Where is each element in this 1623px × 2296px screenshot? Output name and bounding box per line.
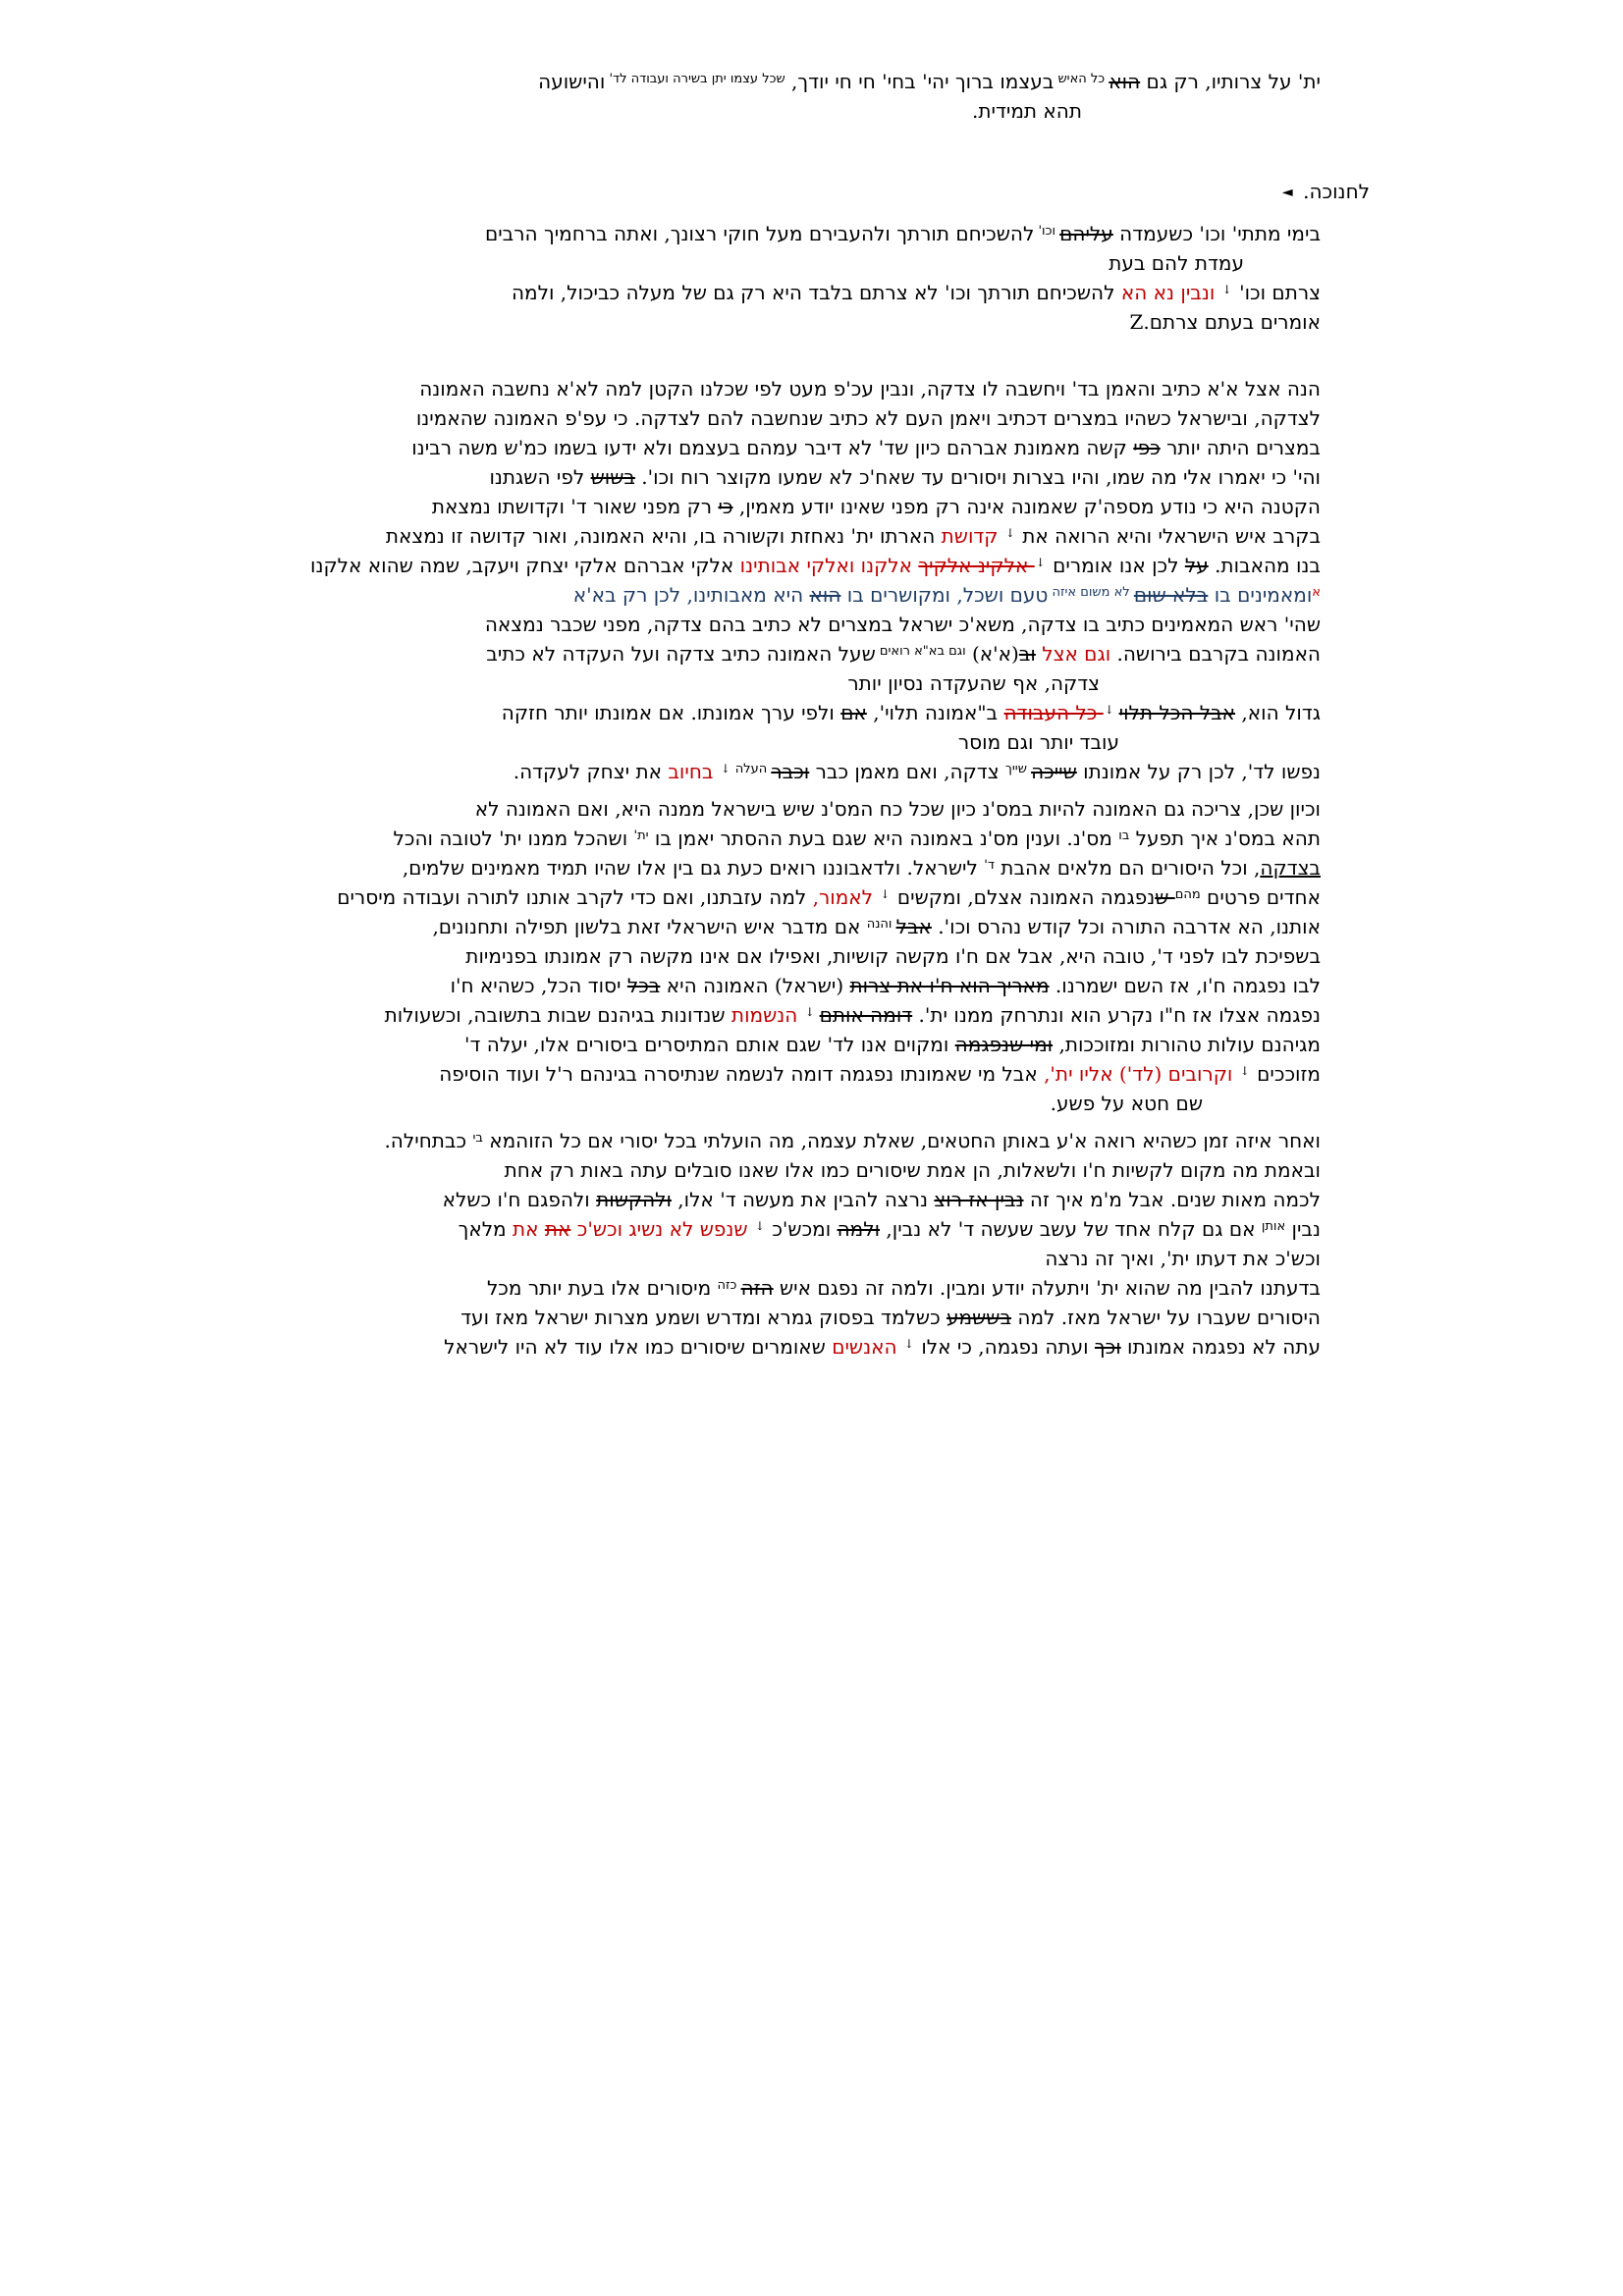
text-run: את יצחק לעקדה. xyxy=(513,760,669,783)
text-line xyxy=(282,521,1321,551)
deleted-text: דומה אותם xyxy=(819,1003,913,1027)
section-marker-icon: ◄ xyxy=(1281,185,1298,200)
text-run: ושהכל ממנו ית' לטובה והכל xyxy=(393,827,634,850)
annotation-deleted-text: הוא xyxy=(809,583,841,607)
text-line xyxy=(282,67,1321,96)
deleted-text: הזה xyxy=(740,1276,774,1300)
text-run: היסורים שעברו על ישראל מאז. למה xyxy=(1011,1306,1321,1329)
deleted-text: ומי שנפגמה xyxy=(954,1033,1054,1056)
text-run: והי' כי יאמרו אלי מה שמו, והיו בצרות ויסורים עד שאח'כ לא שמעו מקוצר רוח וכו'. xyxy=(634,465,1321,489)
inserted-text: הנשמות xyxy=(730,1003,804,1027)
deleted-text: מאריך הוא ח'ו את צרות xyxy=(849,974,1050,997)
deleted-inserted-text: כל העבודה xyxy=(1003,701,1104,724)
text-run: בשפיכת לבו לפני ד', טובה היא, אבל אם ח'ו מקשה קושיות, ואפילו אם אינו מקשה רק אמונתו בפנימיות xyxy=(465,944,1321,968)
deleted-text: שייכה xyxy=(1031,760,1077,783)
text-line xyxy=(282,668,1100,698)
text-run: הקטנה היא כי נודע מספה'ק שאמונה אינה רק מפני שאינו יודע מאמין, xyxy=(732,495,1321,518)
section-heading xyxy=(282,177,1370,209)
text-line xyxy=(282,278,1321,307)
text-run: , וכל היסורים הם מלאים אהבת xyxy=(994,856,1261,880)
inserted-text: אלקנו ואלקי אבותינו xyxy=(739,554,919,577)
text-run: בעצמו ברוך יהי' בחי' חי חי יודך, xyxy=(784,70,1055,93)
text-run: ומכש'כ xyxy=(765,1217,838,1241)
text-run: צדקה, ואם מאמן כבר xyxy=(809,760,1005,783)
text-run: לכמה מאות שנים. אבל מ'מ איך זה xyxy=(1023,1188,1321,1211)
insertion-arrow-icon: ↓ xyxy=(754,1219,765,1233)
superscript-correction: ית' xyxy=(633,828,649,844)
deleted-text: ש xyxy=(1155,885,1175,909)
insertion-arrow-icon: ↓ xyxy=(1004,526,1015,540)
text-run: מס'נ. וענין מס'נ באמונה היא שגם בעת ההסתר יאמן בו xyxy=(648,827,1119,850)
text-run: מלאך xyxy=(458,1217,513,1241)
text-run: נרצה להבין את מעשה ד' אלו, xyxy=(671,1188,935,1211)
text-line xyxy=(282,374,1321,403)
text-line xyxy=(282,1059,1321,1089)
superscript-correction: וכו' xyxy=(1034,224,1060,240)
text-run: נפגמה אצלו אז ח"ו נקרע הוא ונתרחק ממנו ית'. xyxy=(912,1003,1321,1027)
paragraph xyxy=(282,794,1321,1118)
text-run: לכן אנו אומרים xyxy=(1046,554,1185,577)
insertion-arrow-icon: ↓ xyxy=(903,1337,914,1351)
deleted-text: כפי xyxy=(1133,436,1161,459)
text-run: תהא במס'נ איך תפעל xyxy=(1129,827,1321,850)
text-run: כשלמד בפסוק גמרא ומדרש ושמע מצרות ישראל מאז ועד xyxy=(460,1306,947,1329)
text-line xyxy=(282,639,1321,668)
text-line xyxy=(282,551,1321,580)
text-run: כבתחילה. xyxy=(384,1129,473,1152)
text-run: ולפי ערך אמונתו. אם אמונתו יותר חזקה xyxy=(501,701,841,724)
text-run: האמונה בקרבם בירושה. xyxy=(1110,642,1321,666)
text-run: אומרים בעתם צרתם.Z xyxy=(1129,310,1321,334)
text-run: צדקה, אף שהעקדה נסיון יותר xyxy=(847,671,1100,695)
text-line xyxy=(282,307,1321,337)
inserted-text: בחיוב xyxy=(668,760,720,783)
text-run: וכיון שכן, צריכה גם האמונה להיות במס'נ כיון שכל כח המס'נ שיש בישראל ממנה היא, ואם האמונה לא xyxy=(474,797,1321,821)
text-line xyxy=(282,1214,1321,1244)
text-line xyxy=(282,757,1321,786)
text-run: אותנו, הא אדרבה התורה וכל קודש נהרס וכו'. xyxy=(931,915,1321,938)
text-line xyxy=(282,610,1321,639)
deleted-text: וכך xyxy=(1094,1335,1121,1359)
text-run: אם גם קלח אחד של עשב שעשה ד' לא נבין, xyxy=(880,1217,1262,1241)
text-run: בנו מהאבות. xyxy=(1208,554,1321,577)
annotation-text: היא מאבותינו, לכן רק בא'א xyxy=(572,583,810,607)
annotation-text: ומאמינים בו xyxy=(1208,583,1313,607)
paragraph xyxy=(282,374,1321,786)
text-line xyxy=(282,1155,1321,1185)
deleted-text: וכבר xyxy=(771,760,810,783)
text-run: אם מדבר איש הישראלי זאת בלשון תפילה ותחנונים, xyxy=(432,915,867,938)
text-run: (ישראל) האמונה היא xyxy=(660,974,850,997)
text-line xyxy=(282,580,1321,610)
deleted-text: כי xyxy=(718,495,733,518)
annotation-text: טעם ושכל, ומקושרים בו xyxy=(840,583,1049,607)
text-run: לחנוכה. xyxy=(1303,180,1370,203)
text-run: נפשו לד', לכן רק על אמונתו xyxy=(1076,760,1321,783)
text-line xyxy=(282,433,1321,462)
deleted-text: אם xyxy=(840,701,867,724)
text-run: נפגמה האמונה אצלם, ומקשים xyxy=(891,885,1156,909)
deleted-inserted-text: את xyxy=(544,1217,571,1241)
deleted-text: ולמה xyxy=(837,1217,881,1241)
insertion-arrow-icon: ↓ xyxy=(880,887,891,901)
text-run: למה עזבתנו, ואם כדי לקרב אותנו לתורה ועבודה מיסרים xyxy=(337,885,813,909)
superscript-correction: שייך xyxy=(1004,762,1032,777)
deleted-text: בששמע xyxy=(947,1306,1012,1329)
text-run: גדול הוא, xyxy=(1235,701,1321,724)
deleted-text: עליהם xyxy=(1059,222,1113,245)
superscript-correction: כזה xyxy=(717,1278,741,1294)
text-run: נבין xyxy=(1285,1217,1321,1241)
text-run: אלקי אברהם אלקי יצחק ויעקב, שמה שהוא אלקנו xyxy=(310,554,740,577)
text-line xyxy=(282,219,1321,248)
inserted-text: את xyxy=(513,1217,545,1241)
text-run: מיסורים אלו בעת יותר מכל xyxy=(486,1276,718,1300)
paragraph xyxy=(282,67,1321,126)
deleted-text: בכל xyxy=(626,974,661,997)
text-line xyxy=(282,492,1321,521)
text-line xyxy=(282,912,1321,941)
text-line xyxy=(282,941,1321,971)
text-run: הנה אצל א'א כתיב והאמן בד' ויחשבה לו צדקה, ונבין עכ'פ מעט לפי שכלנו הקטן למה לא'א נחשבה האמונה xyxy=(419,377,1321,400)
superscript-correction: והנה xyxy=(866,917,896,933)
superscript-correction: העלה xyxy=(734,762,772,777)
text-run: צרתם וכו' xyxy=(1232,281,1321,304)
text-run: ובאמת מה מקום לקשיות ח'ו ולשאלות, הן אמת שיסורים כמו אלו שאנו סובלים עתה באות רק אחת xyxy=(504,1158,1321,1182)
text-line xyxy=(282,882,1321,912)
text-run: ולהפגם ח'ו כשלא xyxy=(442,1188,597,1211)
text-line xyxy=(282,794,1321,824)
text-line xyxy=(282,1185,1321,1214)
text-run: ב"אמונה תלוי', xyxy=(866,701,1004,724)
text-run: קשה מאמונת אברהם כיון שד' לא דיבר עמהם בעצמם ולא ידעו בשמו כמ'ש משה רבינו xyxy=(411,436,1134,459)
text-run: לפי השגתנו xyxy=(489,465,591,489)
text-line xyxy=(282,1030,1321,1059)
text-run: שאומרים שיסורים כמו אלו עוד לא היו לישראל xyxy=(444,1335,833,1359)
superscript-correction: שכל עצמו יתן בשירה ועבודה לד' xyxy=(605,72,785,87)
inserted-text: ונבין נא הא xyxy=(1114,281,1221,304)
text-run: במצרים היתה יותר xyxy=(1160,436,1321,459)
text-run: עובד יותר וגם מוסר xyxy=(957,730,1119,754)
deleted-text: הוא xyxy=(1109,70,1141,93)
paragraph xyxy=(282,219,1321,337)
deleted-text: בשוש xyxy=(590,465,635,489)
inserted-text: וקרובים (לד') אליו ית', xyxy=(1044,1062,1239,1086)
document-text-block xyxy=(282,67,1370,1369)
text-run: הארתו ית' נאחזת וקשורה בו, והיא האמונה, ואור קדושה זו נמצאת xyxy=(385,524,942,548)
text-line xyxy=(282,1332,1321,1362)
superscript-note: א xyxy=(1312,585,1321,601)
deleted-text: על xyxy=(1184,554,1209,577)
inserted-text: קדושת xyxy=(941,524,1004,548)
deleted-text: אבל הכל תלוי xyxy=(1118,701,1236,724)
text-line xyxy=(282,853,1321,882)
deleted-inserted-text: אלקינ אלקיך xyxy=(918,554,1035,577)
insertion-arrow-icon: ↓ xyxy=(1035,556,1046,569)
text-run: בדעתנו להבין מה שהוא ית' ויתעלה יודע ומבין. ולמה זה נפגם איש xyxy=(773,1276,1321,1300)
text-line xyxy=(282,1000,1321,1030)
annotation-deleted-text: בלא שום xyxy=(1133,583,1209,607)
text-line xyxy=(282,971,1321,1000)
text-run: עתה לא נפגמה אמונתו xyxy=(1120,1335,1321,1359)
text-line xyxy=(282,1089,1203,1118)
inserted-text: וגם אצל xyxy=(1035,642,1111,666)
text-run: ואחר איזה זמן כשהיא רואה א'ע באותן החטאים, שאלת עצמה, מה הועלתי בכל יסורי אם כל הזוהמא xyxy=(482,1129,1321,1152)
superscript-correction: בי xyxy=(472,1131,483,1147)
text-run: שעל האמונה כתיב צדקה ועל העקדה לא כתיב xyxy=(486,642,876,666)
text-line xyxy=(282,698,1321,727)
text-line xyxy=(282,248,1244,278)
superscript-correction: וגם בא"א רואים xyxy=(875,644,966,660)
inserted-text: שנפש לא נשיג וכש'כ xyxy=(570,1217,754,1241)
deleted-text: נבין אז רוצ xyxy=(934,1188,1024,1211)
text-run: בימי מתתי' וכו' כשעמדה xyxy=(1112,222,1321,245)
text-run: אחדים פרטים xyxy=(1200,885,1321,909)
text-line xyxy=(282,403,1321,433)
text-run: לבו נפגמה ח'ו, אז השם ישמרנו. xyxy=(1049,974,1321,997)
deleted-text: אבל xyxy=(895,915,932,938)
paragraph xyxy=(282,1126,1321,1362)
text-run: תהא תמידית. xyxy=(971,99,1082,123)
text-line xyxy=(282,1273,1321,1303)
text-line xyxy=(282,727,1119,757)
inserted-text: האנשים xyxy=(832,1335,903,1359)
text-run: שהי' ראש המאמינים כתיב בו צדקה, משא'כ ישראל במצרים לא כתיב בהם צדקה, מפני שכבר נמצאה xyxy=(484,613,1321,636)
insertion-arrow-icon: ↓ xyxy=(720,762,734,775)
superscript-correction: ד' xyxy=(984,858,995,874)
text-run: מגיהנם עולות טהורות ומזוככות, xyxy=(1053,1033,1321,1056)
text-line xyxy=(282,177,1370,209)
text-run: בקרב איש הישראלי והיא הרואה את xyxy=(1015,524,1321,548)
insertion-arrow-icon: ↓ xyxy=(1221,283,1232,296)
text-run: וכש'כ את דעתו ית', ואיך זה נרצה xyxy=(1045,1247,1321,1270)
text-run: להשכיחם תורתך ולהעבירם מעל חוקי רצונך, ואתה ברחמיך הרבים xyxy=(484,222,1035,245)
superscript-correction: אותן xyxy=(1261,1219,1286,1235)
text-run: לישראל. ולדאבוננו רואים כעת גם בין אלו שהיו תמיד מאמינים שלמים, xyxy=(402,856,985,880)
text-line xyxy=(282,1303,1321,1332)
text-run: (א'א) xyxy=(965,642,1019,666)
text-run: שם חטא על פשע. xyxy=(1050,1092,1203,1115)
text-run: ומקוים אנו לד' שגם אותם המתיסרים ביסורים אלו, יעלה ד' xyxy=(463,1033,955,1056)
superscript-correction: בו xyxy=(1118,828,1130,844)
text-run: יסוד הכל, כשהיא ח'ו xyxy=(450,974,627,997)
text-line xyxy=(282,96,1082,126)
text-run: עמדת להם בעת xyxy=(1109,251,1244,275)
text-line xyxy=(282,462,1321,492)
insertion-arrow-icon: ↓ xyxy=(804,1005,819,1019)
superscript-correction: כל האיש xyxy=(1054,72,1109,87)
insertion-arrow-icon: ↓ xyxy=(1239,1064,1250,1078)
text-line xyxy=(282,1126,1321,1155)
text-run: מזוככים xyxy=(1250,1062,1321,1086)
inserted-text: לאמור, xyxy=(812,885,880,909)
superscript-correction: מהם xyxy=(1174,887,1201,903)
underlined-text: בצדקה xyxy=(1260,856,1321,880)
text-run: לצדקה, ובישראל כשהיו במצרים דכתיב ויאמן העם לא כתיב שנחשבה להם לצדקה. כי עפ'פ האמונה שהאמינו xyxy=(415,406,1321,430)
text-run: ועתה נפגמה, כי אלו xyxy=(914,1335,1095,1359)
text-run: והישועה xyxy=(538,70,606,93)
insertion-arrow-icon: ↓ xyxy=(1104,703,1118,717)
text-line xyxy=(282,1244,1321,1273)
text-run: להשכיחם תורתך וכו' לא צרתם בלבד היא רק גם של מעלה כביכול, ולמה xyxy=(511,281,1115,304)
text-run: אבל מי שאמונתו נפגמה דומה לנשמה שנתיסרה בגינהם ר'ל ועוד הוסיפה xyxy=(439,1062,1045,1086)
deleted-text: וב xyxy=(1018,642,1036,666)
text-run: ית' על צרותיו, רק גם xyxy=(1140,70,1321,93)
text-run: שנדונות בגיהנם שבות בתשובה, וכשעולות xyxy=(384,1003,731,1027)
text-run: רק מפני שאור ד' וקדושתו נמצאת xyxy=(431,495,719,518)
annotation-superscript: לא משום איזה xyxy=(1048,585,1134,601)
deleted-text: ולהקשות xyxy=(596,1188,672,1211)
text-line xyxy=(282,824,1321,853)
